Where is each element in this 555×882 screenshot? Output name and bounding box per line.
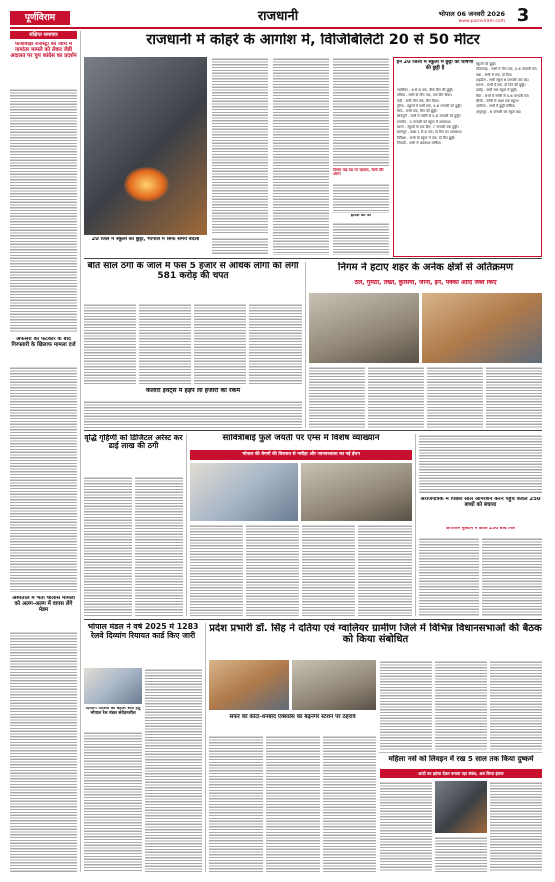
train-stop-body-3 [323, 735, 376, 872]
holiday-item: भिंड - सभी तक, दिन की छुट्टी। [397, 109, 438, 114]
row2-divider [305, 262, 306, 428]
meeting-body-3 [490, 660, 542, 750]
railway-photo [84, 668, 142, 704]
meeting-photo-1 [209, 660, 289, 710]
aiims-body-4 [358, 524, 412, 616]
row3-divider-a [186, 434, 187, 616]
section-title: राजधानी [257, 9, 299, 24]
operation-muskan-headline: अराजपत्रिक में पिछले साल ऑपरेशन करने पहुँचे केवल 250 बच्चों को बचाया [420, 497, 541, 508]
holiday-item: मुरैना - स्कूलों में सभी तक, 5-6 जनवरी को छुट्टी। [397, 103, 462, 108]
nurse-case-subhead: शादी का झांसा देकर बनाता रहा संबंध, अब किया इंकार [418, 771, 504, 776]
cyber-fraud-headline: बीते साल ठगों के जाल में फंसे 5 हजार से अधिक लोगों को लगी 581 करोड़ की चपत [87, 262, 299, 281]
row4-divider-b [379, 752, 542, 753]
nurse-case-photo [435, 781, 487, 833]
holiday-item: दमोह - सभी तक स्कूल में छुट्टी। [476, 88, 518, 93]
nurse-case-body-2 [435, 836, 487, 872]
encroachment-body-4 [486, 366, 542, 428]
brief-story1-body [10, 88, 77, 333]
holiday-item: ग्वालियर - 6 से 8 तक, ठीक दिन की छुट्टी। [397, 88, 454, 92]
train-stop-headline: सफर को कोटा-धनबाद एक्सप्रेस का बढ़नगर स्टेशन पर ठहराव [229, 714, 356, 720]
section-divider-3 [84, 619, 542, 620]
nurse-case-body-3 [490, 781, 542, 872]
lead-body-col1 [212, 237, 268, 255]
encroachment-headline: निगम ने हटाए शहर के अनेक क्षेत्रों से अतिक्रमण [337, 262, 514, 273]
railway-card-headline: भोपाल मंडल ने वर्ष 2025 में 1283 रेलवे दिव्यांग रियायत कार्ड किए जारी [87, 623, 199, 640]
holiday-item: उमरिया - सभी में छुट्टी घोषित। [476, 104, 516, 109]
lead-subhead-rail: दिल्ला जड़ ठंड पर रहवास, रेलवे वॉर अलग [333, 168, 384, 177]
encroachment-body-3 [427, 366, 483, 428]
operation-muskan-subhead: ऑपरेशन मुस्कान में केवल 250 बच्चे मिले [446, 527, 515, 531]
railway-body-2 [145, 668, 202, 872]
lead-body-col3 [333, 57, 389, 167]
begum-heritage-strip-text: भोपाल की बेगमों की विरासत से नसीहा और जानवरशाला का नई ईरान [242, 452, 360, 457]
holiday-item: रायसेन - 5 जनवरी को स्कूल में अवकाश। [397, 119, 452, 124]
holiday-list-right [476, 62, 540, 115]
aiims-lecture-headline: सावित्रीबाई फुले जयंती पर एम्स में विशेष व्याख्यान [222, 434, 380, 443]
holiday-item: मंडी - सभी तीन तक, दिन दिया। [397, 98, 440, 103]
railway-card-subhead: दिव्यांग यात्रियों को बेहतर सेवा हेतु भोपाल रेल मंडल संवेदनशील [85, 707, 141, 716]
page-number: 3 [516, 5, 530, 26]
masthead-rule [10, 27, 542, 29]
brief-story3-headline: अस्पताल में भर्ती चालीस मामलों को अलग-अलग में वापस लेंगे मेडम [12, 596, 75, 613]
operation-muskan-body-1 [419, 537, 479, 616]
holiday-item: अनूपपुर - 6 जनवरी को स्कूल बंद। [476, 109, 522, 114]
bonfire-glow [124, 167, 169, 202]
lead-body-col3b [333, 183, 389, 213]
right-brief-body-top [419, 434, 542, 494]
section-divider-1 [84, 258, 542, 259]
digital-arrest-body-2 [135, 476, 183, 616]
lead-body-col3c [333, 222, 389, 255]
railway-body-1 [84, 731, 142, 872]
lead-body-col1-top [212, 57, 268, 233]
holiday-item: रीवा - सभी में नर्सरी से 5-6 जनवरी को। [476, 93, 530, 98]
encroachment-subhead: ठेले, गुमठी, तख्त, कुर्सियां, जीना, इन, पक्की आदि जब्त किए [354, 280, 497, 286]
meeting-photo-2 [292, 660, 376, 710]
meeting-body-1 [380, 660, 432, 750]
lead-headline: राजधानी में कोहरे के आगोश में, विजिबिलिटी 20 से 50 मीटर [146, 33, 480, 48]
encroachment-photo-2 [422, 293, 542, 363]
holiday-item: छतरपुर - कक्षा 1 से 8 तक, दो दिन का अवकाश। [397, 130, 463, 135]
holiday-item: टीकमगढ़ - सभी में तीन तक, 5-6 जनवरी को। [476, 67, 538, 72]
nurse-case-body-1 [380, 781, 432, 872]
train-stop-body-2 [266, 735, 320, 872]
issue-date: भोपाल 06 जनवरी 2026 [438, 10, 505, 18]
aiims-body-1 [190, 524, 243, 616]
lead-photo-caption: 20 जिले में स्कूलों की छुट्टी, भोपाल में सिर्फ समय बदला [91, 237, 200, 242]
holiday-item: निवाड़ी - सभी में अवकाश घोषित। [397, 140, 442, 145]
lead-photo [84, 57, 207, 235]
lead-body-col2 [273, 57, 329, 255]
aiims-lecture-photo [190, 463, 298, 521]
holiday-item: शहडोल - सभी स्कूल 6 जनवरी तक बंद। [476, 77, 529, 82]
brief-story2-headline: अफसरों की फटकार के बाद गिरफ्तारी के खिलाफ मामला दर्ज [11, 337, 76, 348]
left-divider [80, 31, 81, 872]
encroachment-photo-1 [309, 293, 419, 363]
left-column [10, 31, 77, 872]
section-divider-2 [84, 430, 542, 431]
row4-divider-a [205, 623, 206, 872]
nurse-case-headline: महिला नर्स को लिवइन में रख 5 साल तक किया दुष्कर्म [388, 755, 534, 763]
cyber-fraud-body-3 [194, 303, 246, 385]
lead-subhead-danger: हादसे का डर [350, 214, 372, 218]
cyber-fraud-body-1 [84, 303, 136, 385]
kalari-events-headline: कलारी ईवेंट्स में हड़प ली हजारों की रकम [145, 388, 241, 394]
holiday-list-left [397, 88, 473, 146]
brief-news-tag: संक्षिप्त समाचार [10, 31, 77, 39]
holiday-item: विदिशा - सभी दो स्कूल में एक, दो दिन छुट्टी। [397, 135, 456, 140]
heritage-photo [301, 463, 412, 521]
operation-muskan-body-2 [482, 537, 542, 616]
digital-arrest-body-1 [84, 476, 132, 616]
holiday-item: सागर - स्कूलों से एक दिन, 7 जनवरी तक छुट्टी। [397, 125, 459, 130]
train-stop-body-1 [209, 735, 263, 872]
kalari-events-body [84, 400, 302, 428]
school-holiday-headline: इन 20 जिलों में स्कूलों में छुट्टी की घोषणा की छुट्टी है [396, 60, 474, 71]
holiday-item: पन्ना - सभी में तक, दो दिन। [476, 72, 513, 77]
holiday-item: स्कूलों को छुट्टी। [476, 62, 497, 66]
row3-divider-b [415, 434, 416, 616]
website-url[interactable]: www.purnviram.com [458, 19, 505, 24]
holiday-item: सतना - सभी में तक, दो दिन की छुट्टी। [476, 83, 526, 88]
school-holiday-box [393, 57, 542, 257]
brief-story1-headline: फर्जीवाड़ा रजिस्ट्री की जांच में नामांतर मामले को लेकर जेडी अदालत पर चुप कांग्रेस का प्रदर्शन [10, 42, 77, 59]
cyber-fraud-body-4 [249, 303, 302, 385]
holiday-item: सीधी - नर्सरी से कक्षा तक स्कूल। [476, 99, 519, 104]
aiims-body-3 [302, 524, 355, 616]
digital-arrest-headline: वृद्धि गृहिणी को डिजिटल अरेस्ट कर ढाई लाख की ठगी [84, 434, 183, 451]
cyber-fraud-body-2 [139, 303, 191, 385]
encroachment-body-2 [368, 366, 424, 428]
meeting-body-2 [435, 660, 487, 750]
holiday-item: दतिया - सभी दो तीन तक, एक दिन दिया। [397, 93, 452, 98]
aiims-body-2 [246, 524, 299, 616]
encroachment-body-1 [309, 366, 365, 428]
meeting-headline: प्रदेश प्रभारी डॉ. सिंह ने दतिया एवं ग्वालियर ग्रामीण जिले में विभिन्न विधानसभाओं की बैठक को किया संबोधित [209, 623, 542, 645]
brand-name: पूर्णविराम [24, 13, 56, 23]
masthead [0, 0, 555, 30]
brief-story3-body [10, 631, 77, 872]
brief-story2-body [10, 366, 77, 592]
holiday-item: शिवपुरी - सभी में नर्सरी से 5-6 जनवरी को छुट्टी। [397, 114, 461, 119]
